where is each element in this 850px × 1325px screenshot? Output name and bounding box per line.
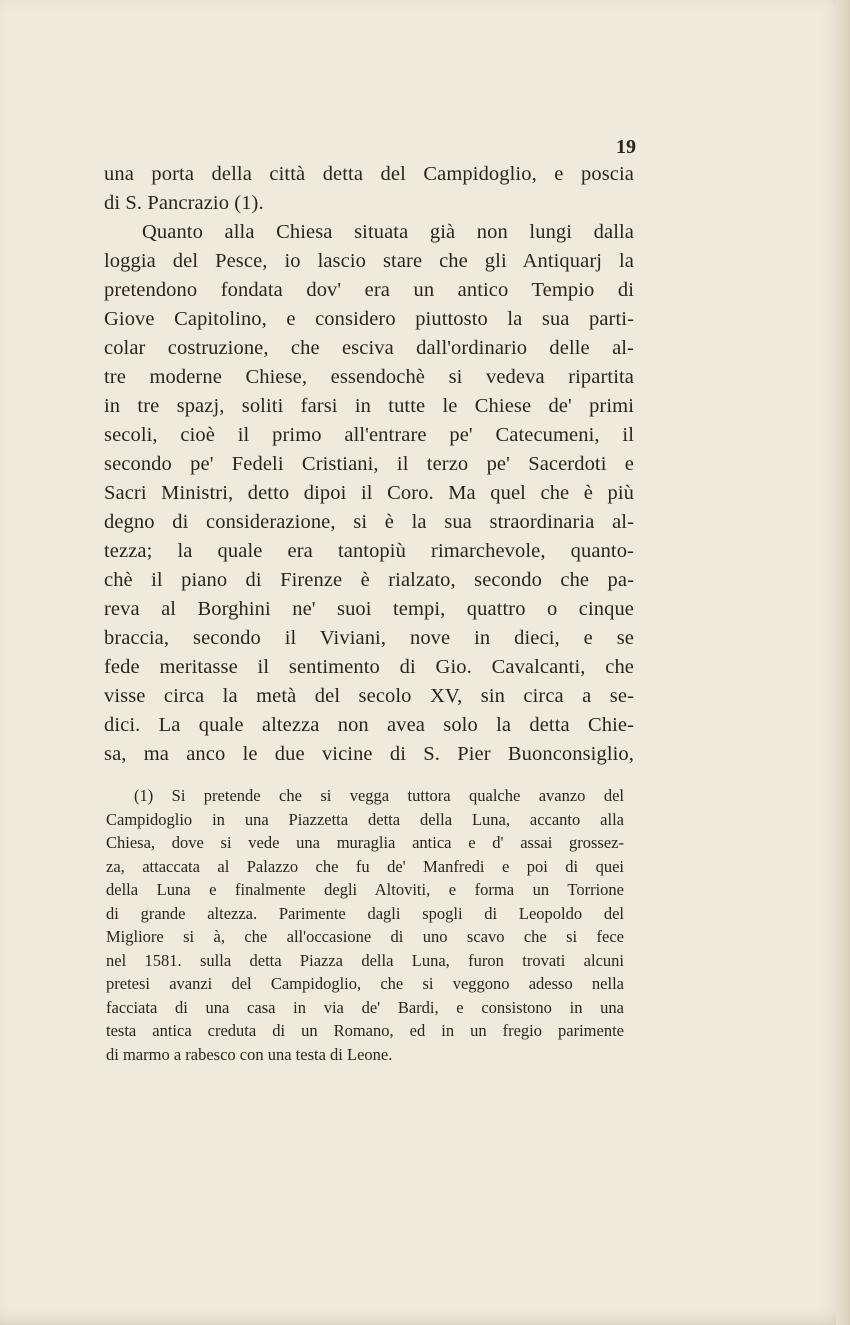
text-line: una porta della città detta del Campidoglio, e poscia	[104, 163, 634, 185]
text-line: di S. Pancrazio (1).	[104, 192, 264, 214]
text-line: visse circa la metà del secolo XV, sin circa a se-	[104, 685, 634, 707]
text-line: Giove Capitolino, e considero piuttosto la sua parti-	[104, 308, 634, 330]
text-line: tezza; la quale era tantopiù rimarchevole, quanto-	[104, 540, 634, 562]
footnote-line: Chiesa, dove si vede una muraglia antica e d' assai grossez-	[106, 833, 624, 852]
footnote-line: pretesi avanzi del Campidoglio, che si veggono adesso nella	[106, 974, 624, 993]
footnote-line: facciata di una casa in via de' Bardi, e consistono in una	[106, 997, 624, 1017]
text-line: Sacri Ministri, detto dipoi il Coro. Ma quel che è più	[104, 482, 634, 504]
text-line: tre moderne Chiese, essendochè si vedeva ripartita	[104, 366, 634, 388]
text-line: degno di considerazione, si è la sua straordinaria al-	[104, 511, 634, 533]
footnote-line: nel 1581. sulla detta Piazza della Luna, furon trovati alcuni	[106, 950, 624, 970]
text-line: Quanto alla Chiesa situata già non lungi dalla	[142, 221, 634, 243]
footnote-line: (1) Si pretende che si vegga tuttora qualche avanzo del	[134, 786, 624, 805]
footnote-line: Migliore si à, che all'occasione di uno scavo che si fece	[106, 927, 624, 946]
footnote-line: della Luna e finalmente degli Altoviti, e forma un Torrione	[106, 880, 624, 899]
page-number: 19	[616, 136, 636, 158]
text-line: in tre spazj, soliti farsi in tutte le Chiese de' primi	[104, 395, 634, 417]
main-text-block	[104, 160, 634, 769]
text-line: secoli, cioè il primo all'entrare pe' Catecumeni, il	[104, 424, 634, 446]
page-edge	[836, 0, 850, 1325]
footnote-line: testa antica creduta di un Romano, ed in un fregio parimente	[106, 1021, 624, 1040]
text-line: dici. La quale altezza non avea solo la detta Chie-	[104, 714, 634, 736]
text-line: colar costruzione, che esciva dall'ordinario delle al-	[104, 337, 634, 359]
text-line: chè il piano di Firenze è rialzato, secondo che pa-	[104, 569, 634, 591]
text-line: reva al Borghini ne' suoi tempi, quattro o cinque	[104, 598, 634, 620]
footnote-block	[106, 784, 624, 1066]
text-line: braccia, secondo il Viviani, nove in dieci, e se	[104, 627, 634, 649]
text-line: pretendono fondata dov' era un antico Tempio di	[104, 279, 634, 301]
footnote-line: za, attaccata al Palazzo che fu de' Manfredi e poi di quei	[106, 856, 624, 876]
footnote-line: di marmo a rabesco con una testa di Leone.	[106, 1044, 393, 1064]
text-line: secondo pe' Fedeli Cristiani, il terzo pe' Sacerdoti e	[104, 453, 634, 475]
text-line: loggia del Pesce, io lascio stare che gli Antiquarj la	[104, 250, 634, 272]
text-line: fede meritasse il sentimento di Gio. Cavalcanti, che	[104, 656, 634, 678]
text-line: sa, ma anco le due vicine di S. Pier Buonconsiglio,	[104, 743, 634, 765]
footnote-line: Campidoglio in una Piazzetta detta della Luna, accanto alla	[106, 809, 624, 829]
footnote-line: di grande altezza. Parimente dagli spogli di Leopoldo del	[106, 903, 624, 923]
